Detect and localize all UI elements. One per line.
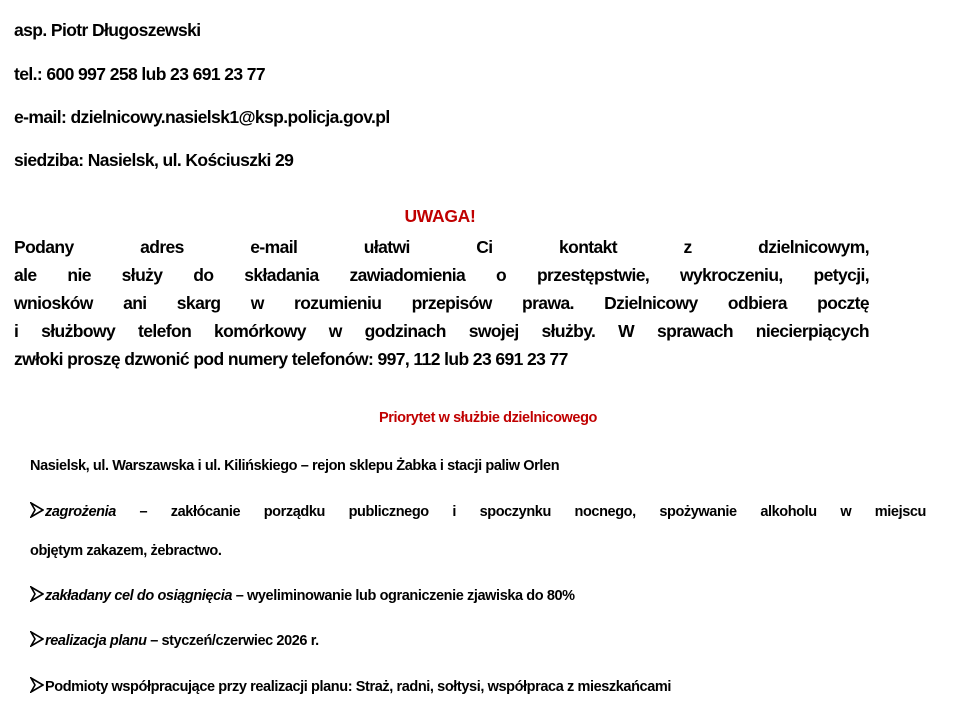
threats-continuation: objętym zakazem, żebractwo. [30, 543, 222, 559]
email-address: e-mail: dzielnicowy.nasielsk1@ksp.policja.gov.pl [14, 107, 390, 127]
notice-line: ale nie służy do składania zawiadomienia o przestępstwie, wykroczeniu, petycji, [14, 265, 869, 285]
threats-bullet [30, 502, 926, 522]
arrowhead-bullet-icon [30, 677, 44, 693]
phone-numbers: tel.: 600 997 258 lub 23 691 23 77 [14, 64, 266, 84]
threats-text: – zakłócanie porządku publicznego i spoczynku nocnego, spożywanie alkoholu w miejscu [115, 504, 926, 520]
officer-name: asp. Piotr Długoszewski [14, 20, 201, 40]
partners-text: Podmioty współpracujące przy realizacji planu: Straż, radni, sołtysi, współpraca z mieszkańcami [45, 679, 671, 695]
partners-bullet [30, 677, 671, 697]
schedule-bullet [30, 631, 319, 651]
goal-bullet [30, 586, 575, 606]
email-notice [14, 233, 869, 373]
goal-text: – wyeliminowanie lub ograniczenie zjawiska do 80% [232, 588, 575, 604]
notice-line: i służbowy telefon komórkowy w godzinach swojej służby. W sprawach niecierpiących [14, 321, 869, 341]
goal-term: zakładany cel do osiągnięcia [45, 588, 233, 604]
priority-location: Nasielsk, ul. Warszawska i ul. Kilińskiego – rejon sklepu Żabka i stacji paliw Orlen [30, 458, 560, 474]
office-address: siedziba: Nasielsk, ul. Kościuszki 29 [14, 150, 294, 170]
arrowhead-bullet-icon [30, 631, 44, 647]
arrowhead-bullet-icon [30, 502, 44, 518]
warning-title: UWAGA! [404, 206, 476, 226]
arrowhead-bullet-icon [30, 586, 44, 602]
schedule-text: – styczeń/czerwiec 2026 r. [146, 633, 319, 649]
notice-line: zwłoki proszę dzwonić pod numery telefonów: 997, 112 lub 23 691 23 77 [14, 349, 568, 369]
schedule-term: realizacja planu [45, 633, 147, 649]
priority-title: Priorytet w służbie dzielnicowego [378, 410, 598, 426]
notice-line: wniosków ani skarg w rozumieniu przepisów prawa. Dzielnicowy odbiera pocztę [14, 293, 869, 313]
threats-term: zagrożenia [45, 504, 116, 520]
notice-line: Podany adres e-mail ułatwi Ci kontakt z dzielnicowym, [14, 237, 869, 257]
